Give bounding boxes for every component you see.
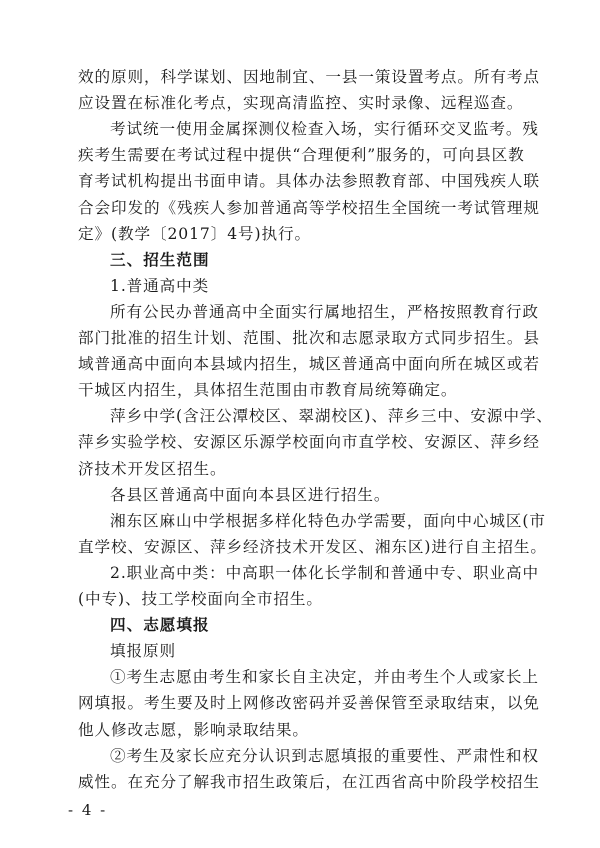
body-text-line: 育考试机构提出书面申请。具体办法参照教育部、中国残疾人联 <box>78 172 540 191</box>
body-text-line: 域普通高中面向本县域内招生，城区普通高中面向所在城区或若 <box>78 355 540 374</box>
body-text-line: 干城区内招生，具体招生范围由市教育局统筹确定。 <box>78 381 458 400</box>
paragraph-first-line: 各县区普通高中面向本县区进行招生。 <box>110 485 391 504</box>
paragraph-first-line: 萍乡中学(含汪公潭校区、翠湖校区)、萍乡三中、安源中学、 <box>110 407 553 426</box>
body-text-line: 威性。在充分了解我市招生政策后，在江西省高中阶段学校招生 <box>78 772 540 791</box>
body-text-line: 部门批准的招生计划、范围、批次和志愿录取方式同步招生。县 <box>78 329 540 347</box>
body-text-line: 网填报。考生要及时上网修改密码并妥善保管至录取结束，以免 <box>78 694 540 713</box>
body-text-line: 他人修改志愿，影响录取结果。 <box>78 720 309 739</box>
body-text-line: 定》(教学〔2017〕4号)执行。 <box>78 224 312 243</box>
subsection-heading-principles: 填报原则 <box>110 642 176 661</box>
body-text-line: 疾考生需要在考试过程中提供“合理便利”服务的，可向县区教 <box>78 146 525 165</box>
subsection-heading-vocational-high-school: 2.职业高中类：中高职一体化长学制和普通中专、职业高中 <box>110 563 540 582</box>
paragraph-first-line: 所有公民办普通高中全面实行属地招生，严格按照教育行政 <box>110 302 539 321</box>
body-text-line: 直学校、安源区、萍乡经济技术开发区、湘东区)进行自主招生。 <box>78 537 547 556</box>
paragraph-first-line: ①考生志愿由考生和家长自主决定，并由考生个人或家长上 <box>110 668 539 687</box>
paragraph-first-line: 湘东区麻山中学根据多样化特色办学需要，面向中心城区(市 <box>110 511 546 530</box>
page-number: - 4 - <box>68 801 108 819</box>
section-heading-enrollment-scope: 三、招生范围 <box>110 250 210 269</box>
body-text-line: 应设置在标准化考点，实现高清监控、实时录像、远程巡查。 <box>78 94 524 113</box>
body-text-line: 济技术开发区招生。 <box>78 459 227 478</box>
body-text-line: 合会印发的《残疾人参加普通高等学校招生全国统一考试管理规 <box>78 198 540 217</box>
body-text-line: 效的原则，科学谋划、因地制宜、一县一策设置考点。所有考点 <box>78 68 540 86</box>
subsection-heading-general-high-school: 1.普通高中类 <box>110 276 210 295</box>
body-text-line: 萍乡实验学校、安源区乐源学校面向市直学校、安源区、萍乡经 <box>78 433 540 452</box>
section-heading-application: 四、志愿填报 <box>110 616 210 635</box>
body-text-line: (中专)、技工学校面向全市招生。 <box>78 590 323 608</box>
paragraph-first-line: ②考生及家长应充分认识到志愿填报的重要性、严肃性和权 <box>110 746 539 765</box>
paragraph-first-line: 考试统一使用金属探测仪检查入场，实行循环交叉监考。残 <box>110 120 539 139</box>
